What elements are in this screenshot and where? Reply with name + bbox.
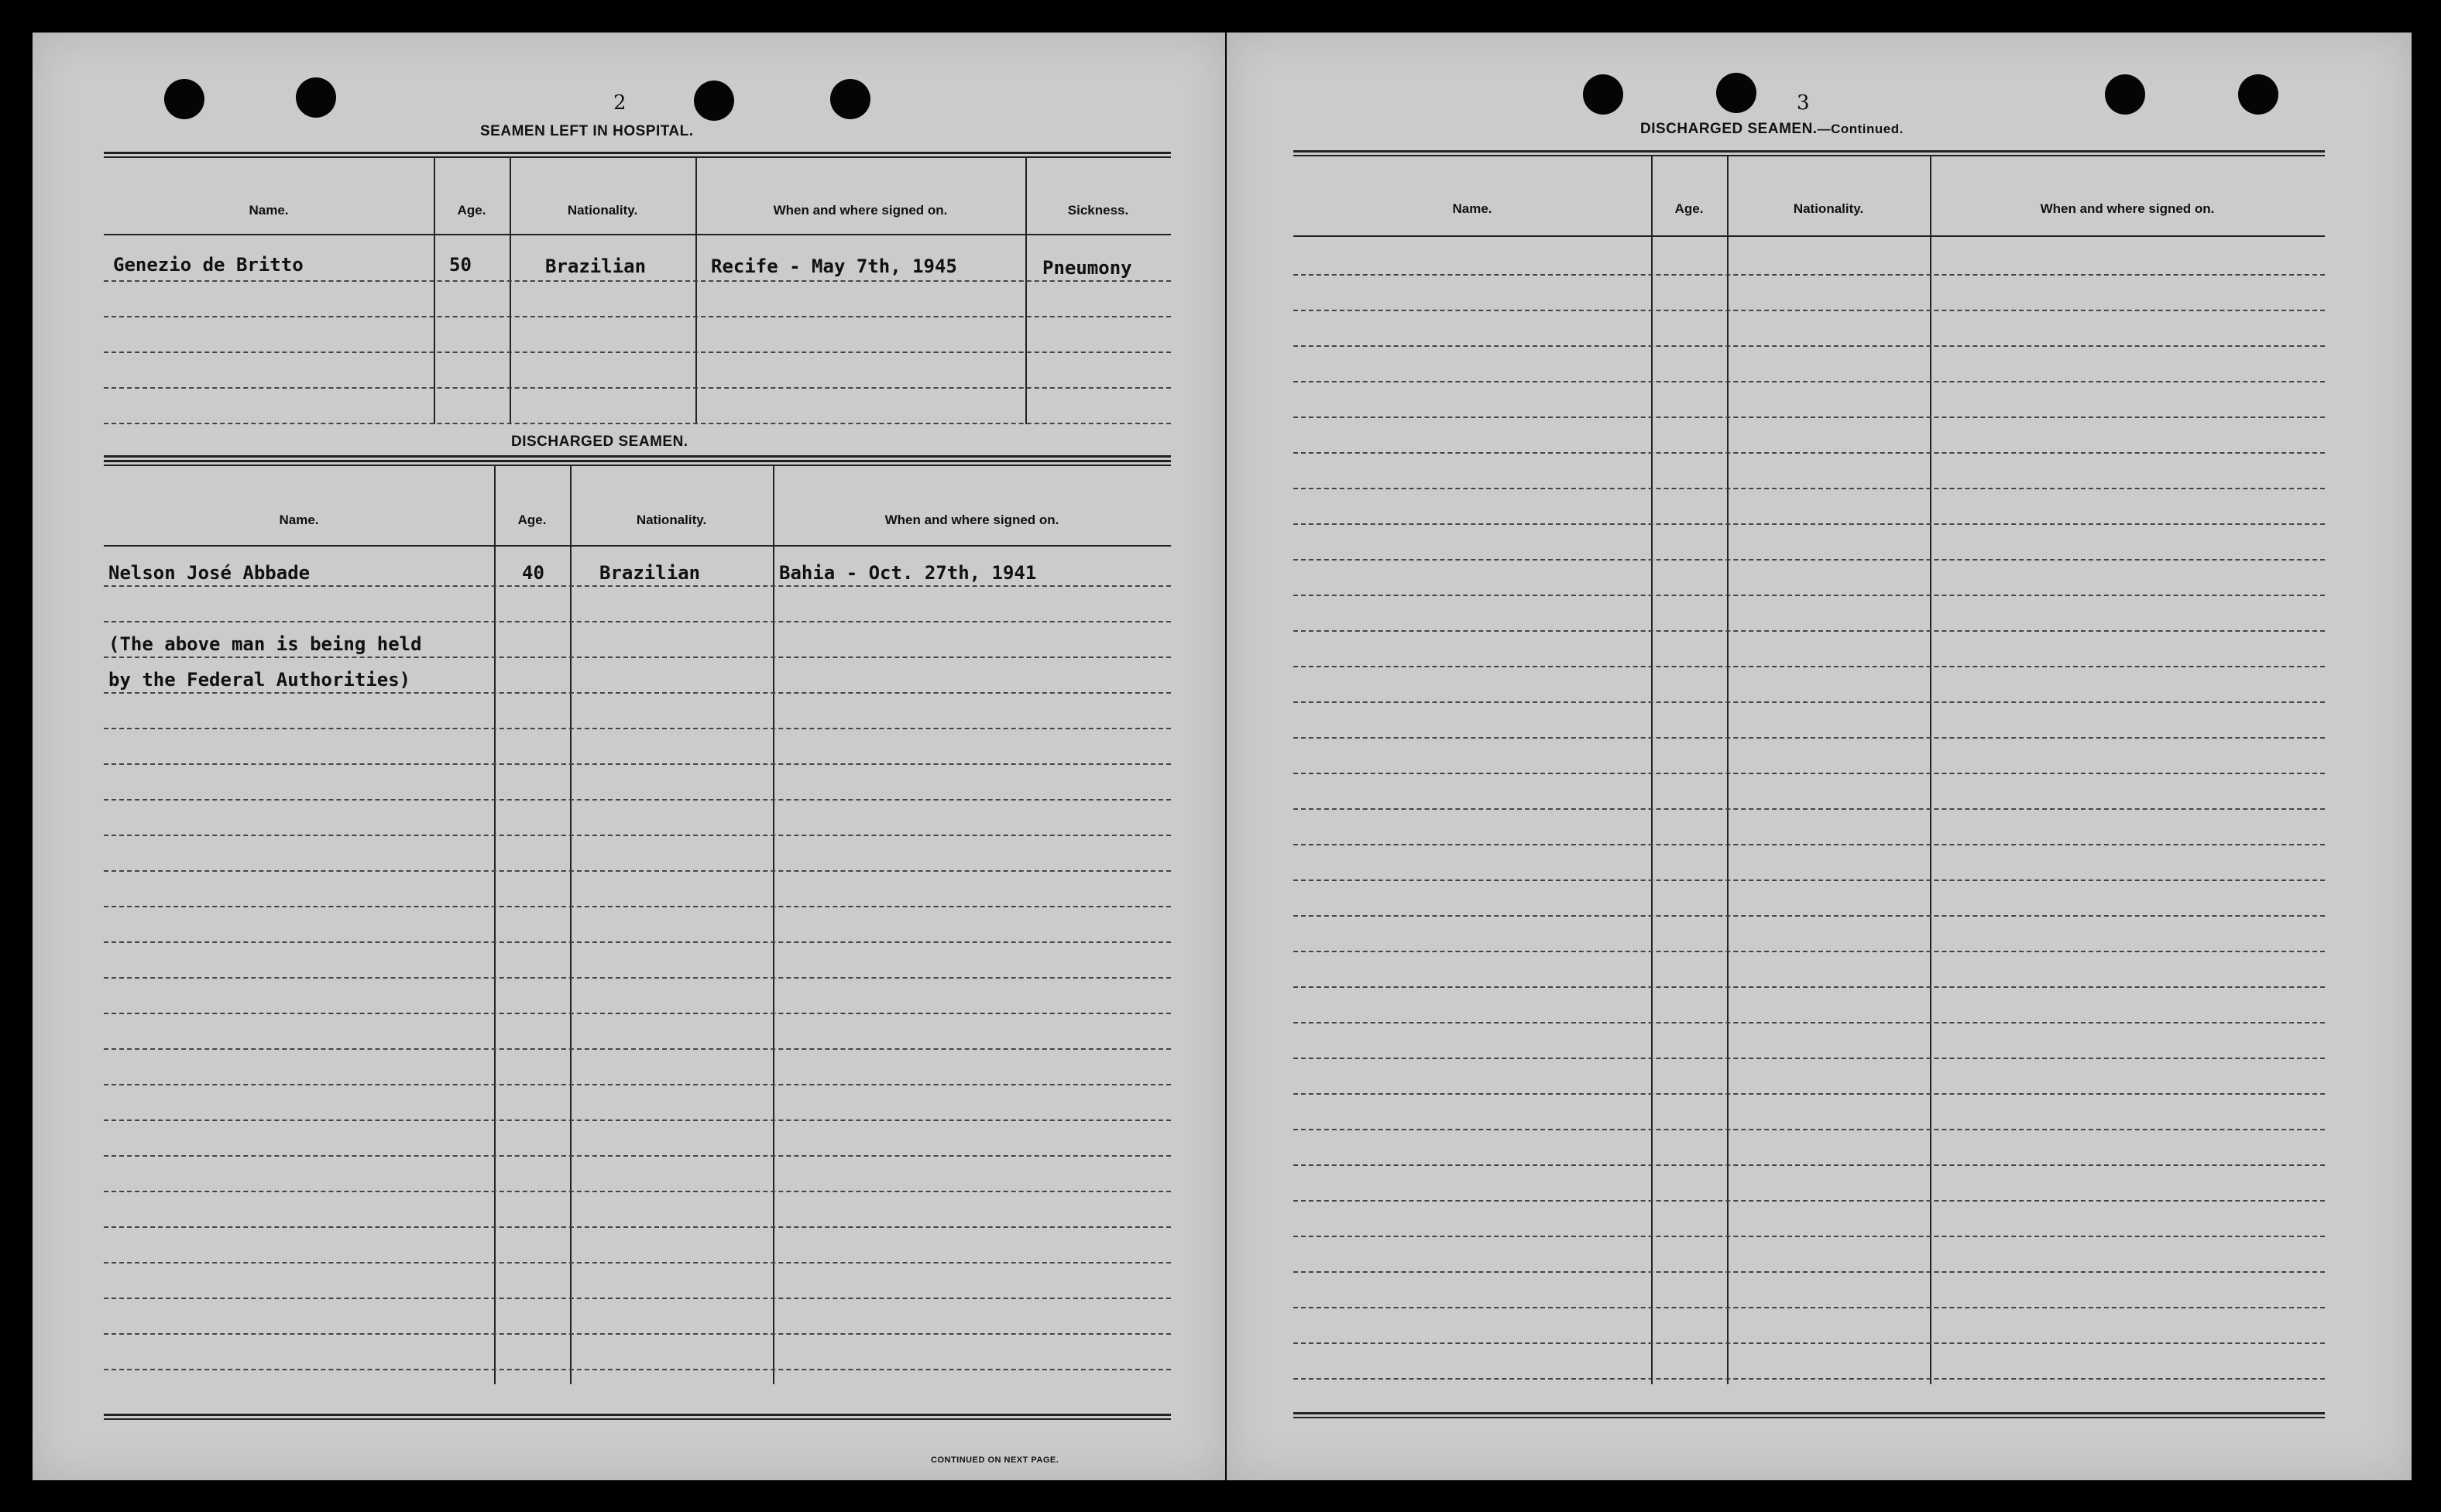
ruled-line bbox=[1293, 737, 2325, 739]
page-number: 3 bbox=[1797, 91, 1810, 115]
ruled-line bbox=[104, 941, 1171, 943]
column-header: When and where signed on. bbox=[2040, 201, 2215, 216]
ruled-line bbox=[104, 1262, 1171, 1263]
ruled-line bbox=[104, 728, 1171, 729]
column-header: Name. bbox=[1452, 201, 1492, 216]
ruled-line bbox=[1293, 488, 2325, 489]
ruled-line bbox=[104, 692, 1171, 694]
ruled-line bbox=[104, 585, 1171, 587]
ruled-line bbox=[104, 799, 1171, 801]
ruled-line bbox=[1293, 986, 2325, 988]
discharged-table bbox=[104, 460, 1171, 1428]
ruled-line bbox=[104, 1084, 1171, 1085]
ruled-line bbox=[1293, 310, 2325, 311]
ruled-line bbox=[1293, 773, 2325, 774]
ruled-line bbox=[1293, 417, 2325, 418]
ruled-line bbox=[1293, 1236, 2325, 1237]
column-header: When and where signed on. bbox=[884, 513, 1059, 527]
note-line: (The above man is being held bbox=[108, 633, 422, 655]
ruled-line bbox=[104, 835, 1171, 836]
column-header: Nationality. bbox=[1793, 201, 1864, 216]
ruled-line bbox=[1293, 1200, 2325, 1202]
column-header: Age. bbox=[517, 513, 547, 527]
ruled-line bbox=[1293, 1093, 2325, 1095]
ruled-line bbox=[1293, 666, 2325, 667]
ruled-line bbox=[104, 1119, 1171, 1121]
ruled-line bbox=[1293, 951, 2325, 952]
hospital-section-title: SEAMEN LEFT IN HOSPITAL. bbox=[480, 123, 694, 139]
ruled-line bbox=[1293, 1307, 2325, 1308]
discharged-continued-title: DISCHARGED SEAMEN.—Continued. bbox=[1640, 121, 1904, 137]
table-cell-nationality: Brazilian bbox=[599, 562, 701, 584]
column-header: Nationality. bbox=[636, 513, 707, 527]
table-cell-age: 40 bbox=[522, 562, 544, 584]
ruled-line bbox=[104, 977, 1171, 979]
ruled-line bbox=[1293, 1022, 2325, 1023]
page-number: 2 bbox=[613, 91, 627, 115]
ruled-line bbox=[1293, 452, 2325, 454]
column-header: When and where signed on. bbox=[773, 203, 948, 218]
ruled-line bbox=[1293, 630, 2325, 632]
ruled-line bbox=[1293, 274, 2325, 276]
punch-hole-icon bbox=[1583, 74, 1623, 115]
discharged-section-title: DISCHARGED SEAMEN. bbox=[511, 434, 688, 450]
table-cell-sickness: Pneumony bbox=[1042, 257, 1132, 279]
table-cell-name: Nelson José Abbade bbox=[108, 562, 311, 584]
punch-hole-icon bbox=[830, 79, 870, 119]
note-line: by the Federal Authorities) bbox=[108, 669, 411, 691]
ruled-line bbox=[104, 906, 1171, 907]
ruled-line bbox=[104, 1048, 1171, 1050]
punch-hole-icon bbox=[2238, 74, 2278, 115]
ruled-line bbox=[104, 1333, 1171, 1335]
column-header: Name. bbox=[249, 203, 289, 218]
right-page bbox=[1227, 33, 2412, 1480]
column-header: Sickness. bbox=[1067, 203, 1129, 218]
ruled-line bbox=[1293, 808, 2325, 810]
ruled-line bbox=[1293, 1378, 2325, 1380]
punch-hole-icon bbox=[2105, 74, 2145, 115]
table-cell-signed-on: Bahia - Oct. 27th, 1941 bbox=[779, 562, 1037, 584]
table-cell-signed-on: Recife - May 7th, 1945 bbox=[711, 255, 957, 277]
punch-hole-icon bbox=[694, 81, 734, 121]
table-cell-nationality: Brazilian bbox=[545, 255, 647, 277]
ruled-line bbox=[1293, 1129, 2325, 1130]
punch-hole-icon bbox=[164, 79, 204, 119]
table-cell-name: Genezio de Britto bbox=[113, 254, 304, 276]
column-header: Age. bbox=[1674, 201, 1704, 216]
ruled-line bbox=[1293, 701, 2325, 703]
ruled-line bbox=[1293, 879, 2325, 881]
ruled-line bbox=[1293, 523, 2325, 525]
ruled-line bbox=[104, 1155, 1171, 1157]
ruled-line bbox=[104, 1369, 1171, 1370]
ruled-line bbox=[104, 621, 1171, 622]
ruled-line bbox=[1293, 915, 2325, 917]
column-header: Nationality. bbox=[567, 203, 638, 218]
discharged-continued-table bbox=[1293, 150, 2325, 1428]
ruled-line bbox=[1293, 381, 2325, 382]
ruled-line bbox=[1293, 595, 2325, 596]
continued-footer: CONTINUED ON NEXT PAGE. bbox=[931, 1455, 1059, 1465]
hospital-table bbox=[104, 152, 1171, 461]
punch-hole-icon bbox=[1716, 73, 1756, 113]
ruled-line bbox=[1293, 345, 2325, 347]
ruled-line bbox=[104, 1191, 1171, 1192]
ruled-line bbox=[104, 1298, 1171, 1299]
ruled-line bbox=[1293, 559, 2325, 561]
ruled-line bbox=[104, 657, 1171, 658]
left-page bbox=[33, 33, 1225, 1480]
column-header: Name. bbox=[279, 513, 319, 527]
ruled-line bbox=[104, 870, 1171, 872]
ruled-line bbox=[1293, 1058, 2325, 1059]
ruled-line bbox=[104, 1226, 1171, 1228]
ruled-line bbox=[1293, 1271, 2325, 1273]
ruled-line bbox=[1293, 1164, 2325, 1166]
column-header: Age. bbox=[457, 203, 486, 218]
ruled-line bbox=[1293, 1342, 2325, 1344]
table-cell-age: 50 bbox=[449, 254, 472, 276]
punch-hole-icon bbox=[296, 77, 336, 118]
ruled-line bbox=[104, 763, 1171, 765]
ruled-line bbox=[1293, 844, 2325, 845]
ruled-line bbox=[104, 1013, 1171, 1014]
